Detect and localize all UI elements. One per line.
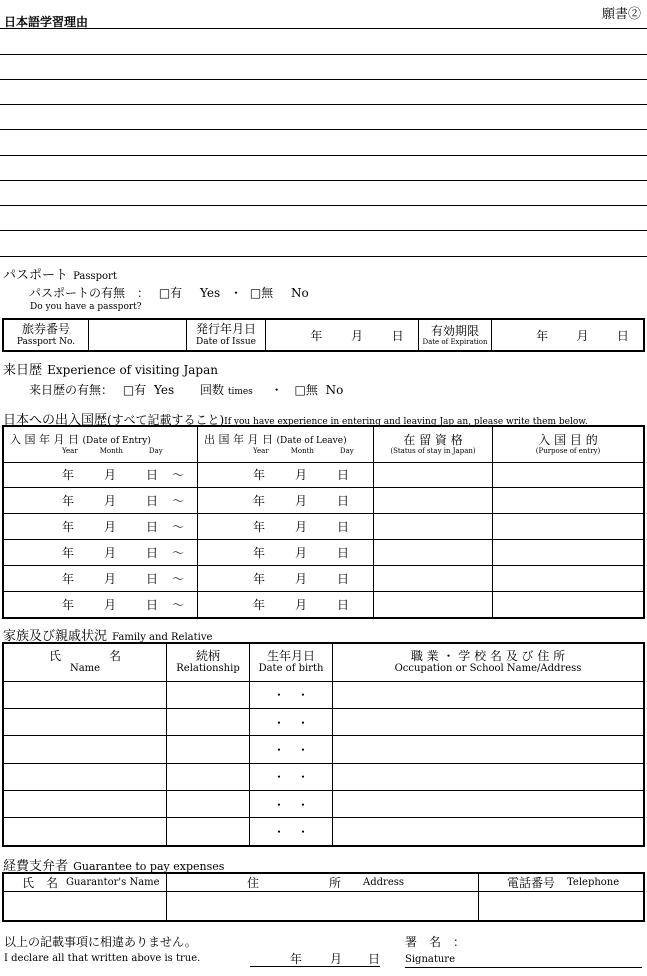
birth-header: 生年月日 Date of birth (250, 643, 333, 681)
relationship-cell[interactable] (167, 681, 250, 708)
occupation-cell[interactable] (333, 736, 645, 763)
reason-line[interactable] (0, 54, 647, 55)
reason-line[interactable] (0, 104, 647, 105)
status-header: 在 留 資 格 (Status of stay in Japan) (374, 426, 493, 462)
passport-have-row: パスポートの有無 ： □有 Yes ・ □無 No (29, 286, 309, 300)
passport-have-label-en: Do you have a passport? (30, 302, 142, 312)
visit-yes-checkbox[interactable]: □有 (122, 383, 147, 397)
expiry-date-field[interactable]: 年 月 日 (492, 319, 645, 351)
relationship-header: 続柄 Relationship (167, 643, 250, 681)
issue-date-label: 発行年月日 Date of Issue (187, 319, 266, 351)
guarantor-address-header: 住 所 Address (167, 873, 479, 892)
entry-date-cell[interactable]: 年 月 日 ～ (3, 566, 198, 592)
guarantee-title: 経費支弁者 Guarantee to pay expenses (3, 859, 225, 874)
status-cell[interactable] (374, 514, 493, 540)
entry-date-cell[interactable]: 年 月 日 ～ (3, 540, 198, 566)
name-cell[interactable] (3, 790, 167, 817)
occupation-cell[interactable] (333, 708, 645, 735)
visit-title: 来日歴 Experience of visiting Japan (3, 363, 218, 378)
leave-date-cell[interactable]: 年 月 日 (198, 566, 374, 592)
guarantor-name-field[interactable] (3, 892, 167, 922)
guarantor-name-header: 氏 名 Guarantor's Name (3, 873, 167, 892)
passport-title: パスポート Passport (3, 268, 117, 283)
passport-table (2, 318, 645, 352)
table-row (3, 540, 644, 566)
family-table (2, 642, 645, 847)
guarantee-table (2, 872, 645, 922)
leave-date-cell[interactable]: 年 月 日 (198, 488, 374, 514)
expiry-date-label: 有効期限 Date of Expiration (419, 319, 492, 351)
relationship-cell[interactable] (167, 708, 250, 735)
name-cell[interactable] (3, 763, 167, 790)
leave-date-cell[interactable]: 年 月 日 (198, 540, 374, 566)
passport-have-label: パスポートの有無 ： (29, 286, 150, 300)
table-row (3, 763, 644, 790)
occupation-cell[interactable] (333, 790, 645, 817)
reason-line[interactable] (0, 256, 647, 257)
status-cell[interactable] (374, 540, 493, 566)
table-row (3, 790, 644, 817)
birth-cell[interactable]: ・ ・ (250, 818, 333, 846)
passport-no-checkbox[interactable]: □無 (249, 286, 274, 300)
table-row (3, 591, 644, 618)
entry-date-cell[interactable]: 年 月 日 ～ (3, 514, 198, 540)
signature-label-jp: 署 名 ： (405, 935, 466, 949)
occupation-header: 職 業 ・ 学 校 名 及 び 住 所 Occupation or School Name/Address (333, 643, 645, 681)
immigration-title: 日本への出入国歴(すべて記載すること)If you have experience in entering and leaving Jap an, please write them below. (3, 413, 588, 428)
entry-date-cell[interactable]: 年 月 日 ～ (3, 462, 198, 488)
status-cell[interactable] (374, 566, 493, 592)
purpose-cell[interactable] (493, 566, 645, 592)
purpose-header: 入 国 目 的 (Purpose of entry) (493, 426, 645, 462)
name-header: 氏 名 Name (3, 643, 167, 681)
birth-cell[interactable]: ・ ・ (250, 736, 333, 763)
family-title: 家族及び親戚状況 Family and Relative (3, 629, 213, 644)
occupation-cell[interactable] (333, 763, 645, 790)
relationship-cell[interactable] (167, 736, 250, 763)
name-cell[interactable] (3, 818, 167, 846)
reason-line[interactable] (0, 205, 647, 206)
birth-cell[interactable]: ・ ・ (250, 763, 333, 790)
table-row (3, 818, 644, 846)
purpose-cell[interactable] (493, 462, 645, 488)
relationship-cell[interactable] (167, 790, 250, 817)
occupation-cell[interactable] (333, 681, 645, 708)
declaration-text-en: I declare all that written above is true. (4, 953, 201, 964)
table-row (3, 736, 644, 763)
birth-cell[interactable]: ・ ・ (250, 790, 333, 817)
purpose-cell[interactable] (493, 514, 645, 540)
passport-yes-checkbox[interactable]: □有 (158, 286, 183, 300)
guarantor-phone-field[interactable] (479, 892, 645, 922)
leave-date-cell[interactable]: 年 月 日 (198, 462, 374, 488)
reason-line[interactable] (0, 79, 647, 80)
reason-line[interactable] (0, 180, 647, 181)
guarantor-phone-header: 電話番号 Telephone (479, 873, 645, 892)
leave-date-cell[interactable]: 年 月 日 (198, 591, 374, 618)
purpose-cell[interactable] (493, 488, 645, 514)
passport-number-label: 旅券番号 Passport No. (3, 319, 89, 351)
leave-date-header: 出 国 年 月 日 (Date of Leave) Year Month Day (198, 426, 374, 462)
leave-date-cell[interactable]: 年 月 日 (198, 514, 374, 540)
relationship-cell[interactable] (167, 763, 250, 790)
visit-row: 来日歴の有無： □有 Yes 回数 times ・ □無 No (29, 383, 344, 397)
name-cell[interactable] (3, 708, 167, 735)
signature-field[interactable] (405, 954, 642, 968)
purpose-cell[interactable] (493, 540, 645, 566)
table-row (3, 566, 644, 592)
reason-line[interactable] (0, 230, 647, 231)
relationship-cell[interactable] (167, 818, 250, 846)
immigration-table (2, 425, 645, 619)
passport-number-field[interactable] (89, 319, 187, 351)
entry-date-cell[interactable]: 年 月 日 ～ (3, 488, 198, 514)
name-cell[interactable] (3, 681, 167, 708)
visit-no-checkbox[interactable]: □無 (294, 383, 318, 397)
status-cell[interactable] (374, 591, 493, 618)
declaration-text-jp: 以上の記載事項に相違ありません。 (4, 935, 197, 949)
occupation-cell[interactable] (333, 818, 645, 846)
status-cell[interactable] (374, 488, 493, 514)
table-row (3, 488, 644, 514)
table-row (3, 514, 644, 540)
reason-line[interactable] (0, 129, 647, 130)
page-label: 願書② (601, 7, 641, 22)
table-row (3, 462, 644, 488)
birth-cell[interactable]: ・ ・ (250, 708, 333, 735)
signature-label-en: Signature (405, 954, 456, 965)
purpose-cell[interactable] (493, 591, 645, 618)
guarantor-address-field[interactable] (167, 892, 479, 922)
table-row (3, 708, 644, 735)
reason-title: 日本語学習理由 (4, 15, 89, 29)
declaration-date-field[interactable]: 年 月 日 (250, 950, 380, 967)
entry-date-cell[interactable]: 年 月 日 ～ (3, 591, 198, 618)
name-cell[interactable] (3, 736, 167, 763)
reason-line[interactable] (0, 155, 647, 156)
birth-cell[interactable]: ・ ・ (250, 681, 333, 708)
table-row (3, 681, 644, 708)
entry-date-header: 入 国 年 月 日 (Date of Entry) Year Month Day (3, 426, 198, 462)
reason-line (0, 28, 647, 29)
issue-date-field[interactable]: 年 月 日 (266, 319, 419, 351)
status-cell[interactable] (374, 462, 493, 488)
